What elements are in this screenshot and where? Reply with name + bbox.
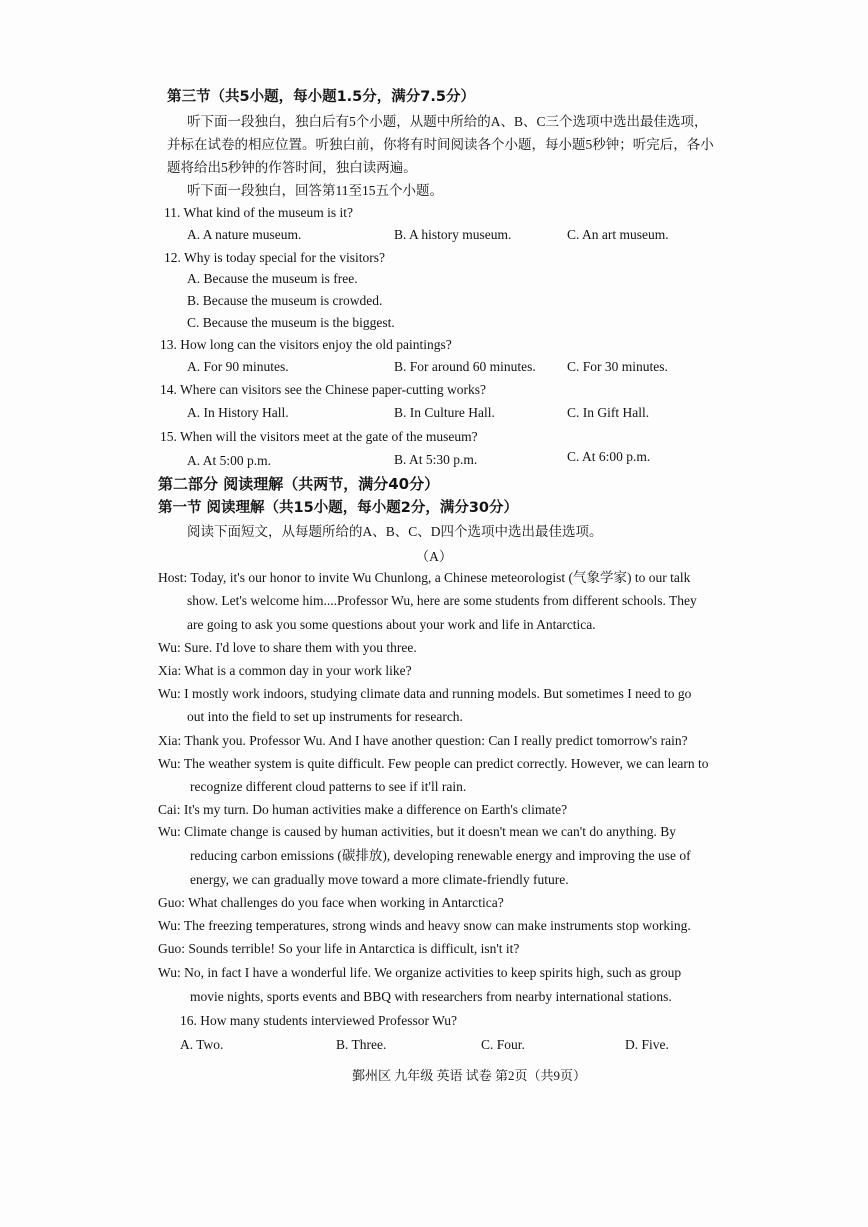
dialogue-line: out into the field to set up instruments for research. bbox=[187, 709, 463, 724]
part2-title: 第二部分 阅读理解（共两节，满分40分） bbox=[158, 475, 440, 493]
q15-option-b[interactable]: B. At 5:30 p.m. bbox=[394, 452, 478, 467]
q12-option-b[interactable]: B. Because the museum is crowded. bbox=[187, 293, 383, 308]
page-footer: 鄞州区 九年级 英语 试卷 第2页（共9页） bbox=[352, 1068, 587, 1083]
question-16: 16. How many students interviewed Professor Wu? bbox=[180, 1013, 458, 1028]
dialogue-line: Wu: No, in fact I have a wonderful life. We organize activities to keep spirits high, such as group bbox=[158, 965, 682, 980]
passage-label: （A） bbox=[415, 549, 453, 564]
dialogue-line: are going to ask you some questions about your work and life in Antarctica. bbox=[187, 617, 596, 632]
q13-option-b[interactable]: B. For around 60 minutes. bbox=[394, 359, 536, 374]
dialogue-line: Guo: Sounds terrible! So your life in Antarctica is difficult, isn't it? bbox=[158, 941, 520, 956]
dialogue-line: recognize different cloud patterns to see if it'll rain. bbox=[190, 779, 467, 794]
q14-option-a[interactable]: A. In History Hall. bbox=[187, 405, 289, 420]
dialogue-line: Wu: I mostly work indoors, studying climate data and running models. But sometimes I need to go bbox=[158, 686, 692, 701]
q16-option-a[interactable]: A. Two. bbox=[180, 1037, 224, 1052]
q15-option-c[interactable]: C. At 6:00 p.m. bbox=[567, 449, 651, 464]
dialogue-line: Host: Today, it's our honor to invite Wu Chunlong, a Chinese meteorologist (气象学家) to our talk bbox=[158, 570, 691, 585]
dialogue-line: Wu: The freezing temperatures, strong winds and heavy snow can make instruments stop working. bbox=[158, 918, 691, 933]
q12-option-a[interactable]: A. Because the museum is free. bbox=[187, 271, 358, 286]
q11-option-b[interactable]: B. A history museum. bbox=[394, 227, 512, 242]
q13-option-a[interactable]: A. For 90 minutes. bbox=[187, 359, 289, 374]
dialogue-line: movie nights, sports events and BBQ with researchers from nearby international stations. bbox=[190, 989, 672, 1004]
part2-section1-instruction: 阅读下面短文，从每题所给的A、B、C、D四个选项中选出最佳选项。 bbox=[187, 524, 603, 539]
dialogue-line: energy, we can gradually move toward a more climate-friendly future. bbox=[190, 872, 569, 887]
q11-option-a[interactable]: A. A nature museum. bbox=[187, 227, 302, 242]
question-15: 15. When will the visitors meet at the gate of the museum? bbox=[160, 429, 478, 444]
dialogue-line: Cai: It's my turn. Do human activities make a difference on Earth's climate? bbox=[158, 802, 568, 817]
q13-option-c[interactable]: C. For 30 minutes. bbox=[567, 359, 668, 374]
q16-option-c[interactable]: C. Four. bbox=[481, 1037, 525, 1052]
dialogue-line: Wu: Sure. I'd love to share them with you three. bbox=[158, 640, 417, 655]
question-14: 14. Where can visitors see the Chinese paper-cutting works? bbox=[160, 382, 487, 397]
dialogue-line: show. Let's welcome him....Professor Wu, here are some students from different schools. They bbox=[187, 593, 697, 608]
question-12: 12. Why is today special for the visitors? bbox=[164, 250, 385, 265]
section3-instruction-1: 听下面一段独白，独白后有5个小题，从题中所给的A、B、C三个选项中选出最佳选项， bbox=[187, 114, 708, 129]
dialogue-line: Xia: Thank you. Professor Wu. And I have another question: Can I really predict tomorrow's rain? bbox=[158, 733, 688, 748]
q16-option-b[interactable]: B. Three. bbox=[336, 1037, 387, 1052]
dialogue-line: Wu: The weather system is quite difficult. Few people can predict correctly. However, we can learn to bbox=[158, 756, 709, 771]
q12-option-c[interactable]: C. Because the museum is the biggest. bbox=[187, 315, 395, 330]
q14-option-c[interactable]: C. In Gift Hall. bbox=[567, 405, 650, 420]
question-11: 11. What kind of the museum is it? bbox=[164, 205, 353, 220]
section3-instruction-2: 并标在试卷的相应位置。听独白前，你将有时间阅读各个小题，每小题5秒钟；听完后，各小 bbox=[167, 137, 714, 152]
dialogue-line: Guo: What challenges do you face when working in Antarctica? bbox=[158, 895, 504, 910]
part2-section1-title: 第一节 阅读理解（共15小题，每小题2分，满分30分） bbox=[158, 500, 518, 516]
dialogue-line: reducing carbon emissions (碳排放), developing renewable energy and improving the use of bbox=[190, 848, 691, 863]
section3-instruction-3: 题将给出5秒钟的作答时间，独白读两遍。 bbox=[167, 160, 417, 175]
question-13: 13. How long can the visitors enjoy the old paintings? bbox=[160, 337, 452, 352]
dialogue-line: Xia: What is a common day in your work like? bbox=[158, 663, 412, 678]
section3-title: 第三节（共5小题，每小题1.5分，满分7.5分） bbox=[167, 89, 475, 105]
q11-option-c[interactable]: C. An art museum. bbox=[567, 227, 669, 242]
q14-option-b[interactable]: B. In Culture Hall. bbox=[394, 405, 495, 420]
q16-option-d[interactable]: D. Five. bbox=[625, 1037, 669, 1052]
dialogue-line: Wu: Climate change is caused by human activities, but it doesn't mean we can't do anything. By bbox=[158, 824, 676, 839]
section3-instruction-4: 听下面一段独白，回答第11至15五个小题。 bbox=[187, 183, 443, 198]
q15-option-a[interactable]: A. At 5:00 p.m. bbox=[187, 453, 272, 468]
